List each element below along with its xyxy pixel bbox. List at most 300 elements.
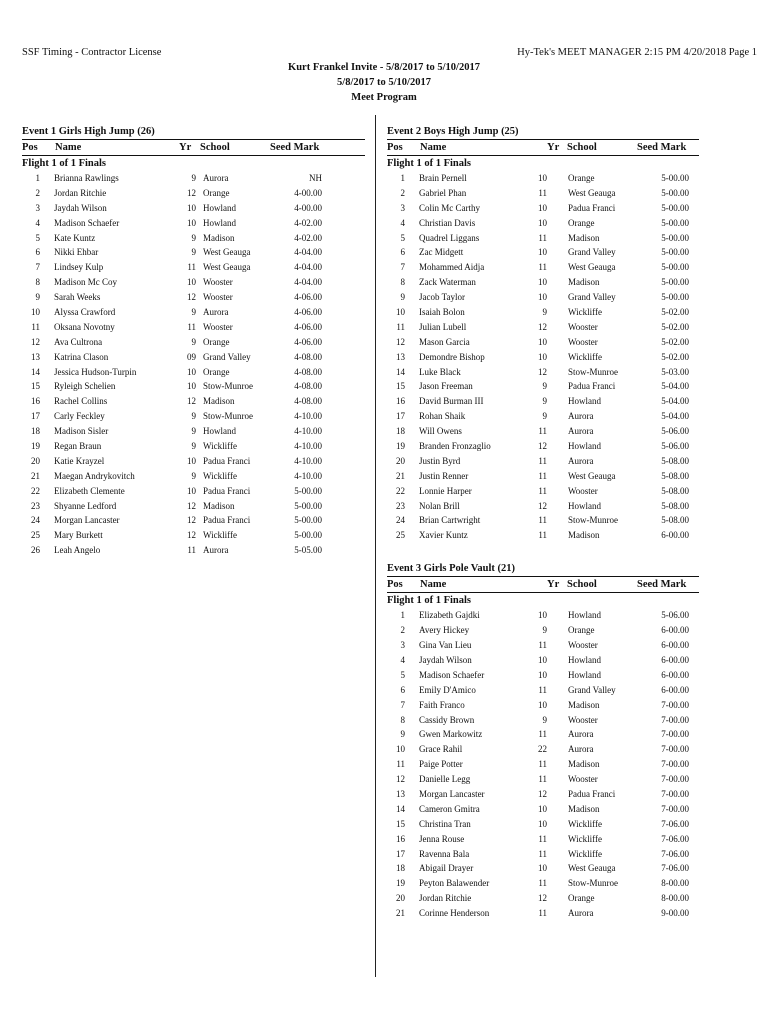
cell-school: Howland: [568, 669, 601, 680]
cell-name: Rohan Shaik: [419, 411, 466, 422]
cell-school: Stow-Munroe: [568, 515, 618, 526]
table-row: [387, 623, 699, 638]
cell-name: David Burman III: [419, 396, 484, 407]
cell-name: Xavier Kuntz: [419, 530, 468, 541]
cell-seed-mark: 5-02.00: [661, 321, 689, 332]
table-row: [387, 320, 699, 335]
cell-seed-mark: 7-06.00: [661, 848, 689, 859]
cell-yr: 11: [538, 426, 547, 437]
cell-pos: 16: [396, 396, 405, 407]
cell-school: Aurora: [203, 307, 229, 318]
cell-pos: 8: [400, 714, 405, 725]
cell-yr: 10: [538, 277, 547, 288]
cell-name: Jenna Rouse: [419, 833, 465, 844]
cell-name: Katrina Clason: [54, 351, 109, 362]
column-header-yr: Yr: [547, 579, 560, 591]
cell-name: Julian Lubell: [419, 321, 467, 332]
column-header-name: Name: [55, 142, 82, 153]
cell-yr: 10: [187, 366, 196, 377]
cell-seed-mark: 5-00.00: [294, 515, 322, 526]
cell-name: Zac Midgett: [419, 247, 464, 258]
cell-school: Grand Valley: [568, 292, 616, 303]
cell-seed-mark: 5-00.00: [661, 262, 689, 273]
cell-school: Wooster: [203, 277, 233, 288]
table-row: [387, 891, 699, 906]
cell-school: Wooster: [568, 774, 598, 785]
cell-name: Ava Cultrona: [54, 336, 103, 347]
cell-pos: 19: [396, 878, 405, 889]
table-row: [22, 290, 365, 305]
cell-pos: 8: [35, 277, 40, 288]
cell-name: Cameron Gmitra: [419, 803, 480, 814]
cell-school: Grand Valley: [568, 684, 616, 695]
table-row: [22, 171, 365, 186]
table-row: [22, 454, 365, 469]
cell-pos: 26: [31, 545, 40, 556]
cell-seed-mark: 7-00.00: [661, 744, 689, 755]
cell-pos: 14: [396, 366, 405, 377]
table-row: [387, 906, 699, 921]
table-row: [387, 439, 699, 454]
cell-pos: 10: [396, 744, 405, 755]
cell-yr: 9: [542, 714, 547, 725]
table-row: [387, 757, 699, 772]
cell-yr: 09: [187, 351, 196, 362]
cell-seed-mark: 5-08.00: [661, 470, 689, 481]
event-title: Event 1 Girls High Jump (26): [22, 126, 155, 137]
cell-seed-mark: 5-08.00: [661, 515, 689, 526]
cell-name: Gwen Markowitz: [419, 729, 483, 740]
cell-pos: 17: [31, 411, 40, 422]
cell-school: Madison: [568, 803, 600, 814]
cell-name: Grace Rahil: [419, 744, 463, 755]
cell-school: Aurora: [568, 729, 594, 740]
cell-yr: 12: [187, 500, 196, 511]
cell-yr: 10: [538, 351, 547, 362]
cell-name: Nikki Ehbar: [54, 247, 99, 258]
cell-pos: 7: [400, 262, 405, 273]
cell-pos: 22: [31, 485, 40, 496]
cell-pos: 13: [396, 351, 405, 362]
table-row: [387, 727, 699, 742]
cell-yr: 10: [538, 803, 547, 814]
cell-yr: 12: [187, 187, 196, 198]
cell-pos: 2: [400, 187, 405, 198]
cell-school: Wooster: [568, 714, 598, 725]
cell-pos: 23: [396, 500, 405, 511]
cell-school: Padua Franci: [568, 788, 616, 799]
table-row: [22, 379, 365, 394]
meet-title: Kurt Frankel Invite - 5/8/2017 to 5/10/2017: [288, 62, 480, 73]
cell-school: West Geauga: [203, 247, 251, 258]
cell-seed-mark: 6-00.00: [661, 640, 689, 651]
table-row: [387, 186, 699, 201]
cell-yr: 11: [187, 262, 196, 273]
column-divider: [375, 115, 376, 977]
cell-pos: 9: [400, 292, 405, 303]
cell-yr: 10: [538, 654, 547, 665]
cell-name: Avery Hickey: [419, 625, 470, 636]
cell-seed-mark: 4-06.00: [294, 292, 322, 303]
cell-seed-mark: 5-08.00: [661, 455, 689, 466]
table-row: [387, 275, 699, 290]
table-row: [387, 245, 699, 260]
cell-name: Shyanne Ledford: [54, 500, 117, 511]
cell-yr: 12: [187, 530, 196, 541]
table-row: [387, 832, 699, 847]
column-header-pos: Pos: [387, 579, 403, 591]
cell-name: Rachel Collins: [54, 396, 108, 407]
table-row: [22, 260, 365, 275]
cell-seed-mark: 6-00.00: [661, 669, 689, 680]
cell-pos: 9: [400, 729, 405, 740]
cell-name: Peyton Balawender: [419, 878, 490, 889]
cell-name: Leah Angelo: [54, 545, 101, 556]
table-row: [22, 305, 365, 320]
cell-pos: 1: [35, 173, 40, 183]
cell-name: Will Owens: [419, 426, 462, 437]
cell-pos: 4: [400, 217, 405, 228]
cell-seed-mark: 5-08.00: [661, 500, 689, 511]
cell-seed-mark: 4-02.00: [294, 217, 322, 228]
cell-yr: 12: [538, 366, 547, 377]
cell-name: Emily D'Amico: [419, 684, 476, 695]
cell-yr: 10: [538, 247, 547, 258]
table-row: [22, 469, 365, 484]
table-row: [387, 394, 699, 409]
cell-yr: 9: [191, 307, 196, 318]
cell-pos: 18: [396, 426, 405, 437]
cell-name: Morgan Lancaster: [419, 788, 485, 799]
column-header-school: School: [567, 142, 597, 153]
cell-school: Stow-Munroe: [568, 366, 618, 377]
cell-seed-mark: 5-00.00: [661, 247, 689, 258]
cell-name: Madison Schaefer: [54, 217, 120, 228]
cell-name: Jordan Ritchie: [419, 893, 472, 904]
cell-name: Brianna Rawlings: [54, 173, 119, 183]
column-header-school: School: [567, 579, 597, 591]
cell-yr: 11: [538, 684, 547, 695]
table-row: [387, 365, 699, 380]
cell-yr: 12: [187, 292, 196, 303]
cell-yr: 10: [538, 202, 547, 213]
cell-yr: 10: [187, 217, 196, 228]
cell-name: Mary Burkett: [54, 530, 103, 541]
cell-yr: 10: [187, 381, 196, 392]
cell-seed-mark: 4-10.00: [294, 455, 322, 466]
cell-name: Branden Fronzaglio: [419, 441, 491, 452]
cell-school: West Geauga: [568, 187, 616, 198]
cell-pos: 20: [396, 455, 405, 466]
cell-school: Aurora: [568, 744, 594, 755]
cell-pos: 11: [396, 759, 405, 770]
cell-school: Stow-Munroe: [203, 411, 253, 422]
cell-seed-mark: 6-00.00: [661, 654, 689, 665]
cell-yr: 9: [191, 173, 196, 183]
table-row: [387, 469, 699, 484]
cell-name: Quadrel Liggans: [419, 232, 480, 243]
cell-school: Madison: [568, 232, 600, 243]
table-row: [387, 668, 699, 683]
cell-seed-mark: 8-00.00: [661, 878, 689, 889]
table-row: [22, 216, 365, 231]
cell-pos: 4: [400, 654, 405, 665]
cell-name: Lonnie Harper: [419, 485, 472, 496]
table-row: [387, 638, 699, 653]
cell-name: Christina Tran: [419, 818, 471, 829]
cell-name: Luke Black: [419, 366, 461, 377]
table-row: [387, 513, 699, 528]
cell-name: Nolan Brill: [419, 500, 460, 511]
cell-pos: 19: [31, 441, 40, 452]
table-row: [22, 231, 365, 246]
cell-pos: 15: [396, 818, 405, 829]
cell-yr: 11: [187, 545, 196, 556]
cell-seed-mark: 4-02.00: [294, 232, 322, 243]
cell-pos: 7: [400, 699, 405, 710]
table-row: [22, 335, 365, 350]
cell-seed-mark: 7-00.00: [661, 788, 689, 799]
cell-yr: 9: [191, 470, 196, 481]
cell-school: Howland: [203, 426, 236, 437]
cell-name: Brain Pernell: [419, 173, 467, 183]
cell-name: Elizabeth Clemente: [54, 485, 125, 496]
cell-pos: 7: [35, 262, 40, 273]
cell-seed-mark: 6-00.00: [661, 530, 689, 541]
cell-pos: 21: [396, 470, 405, 481]
cell-yr: 10: [187, 455, 196, 466]
cell-pos: 6: [400, 684, 405, 695]
meet-program-label: Meet Program: [351, 92, 417, 103]
table-row: [387, 861, 699, 876]
cell-seed-mark: NH: [309, 173, 322, 183]
cell-name: Abigail Drayer: [419, 863, 474, 874]
cell-school: Aurora: [568, 411, 594, 422]
cell-yr: 11: [538, 848, 547, 859]
cell-pos: 16: [31, 396, 40, 407]
cell-seed-mark: 4-06.00: [294, 321, 322, 332]
cell-school: Aurora: [568, 908, 594, 919]
cell-school: Wooster: [568, 485, 598, 496]
right-column: [387, 120, 699, 921]
cell-yr: 10: [538, 610, 547, 621]
table-row: [22, 186, 365, 201]
cell-name: Lindsey Kulp: [54, 262, 104, 273]
cell-yr: 11: [538, 262, 547, 273]
column-header-school: School: [200, 142, 230, 153]
table-row: [22, 513, 365, 528]
cell-name: Mason Garcia: [419, 336, 470, 347]
cell-school: Howland: [203, 217, 236, 228]
table-row: [387, 424, 699, 439]
cell-pos: 20: [31, 455, 40, 466]
cell-school: Howland: [568, 610, 601, 621]
cell-school: Madison: [203, 500, 235, 511]
cell-pos: 14: [396, 803, 405, 814]
cell-seed-mark: 5-02.00: [661, 336, 689, 347]
table-row: [387, 379, 699, 394]
cell-name: Zack Waterman: [419, 277, 476, 288]
cell-seed-mark: 4-04.00: [294, 277, 322, 288]
cell-pos: 6: [400, 247, 405, 258]
cell-name: Gabriel Phan: [419, 187, 467, 198]
cell-name: Mohammed Aidja: [419, 262, 485, 273]
cell-name: Madison Mc Coy: [54, 277, 117, 288]
column-header-name: Name: [420, 579, 447, 591]
cell-yr: 10: [187, 485, 196, 496]
cell-seed-mark: 5-00.00: [661, 277, 689, 288]
cell-name: Regan Braun: [54, 441, 102, 452]
column-header-yr: Yr: [179, 142, 192, 153]
cell-yr: 11: [538, 759, 547, 770]
cell-yr: 10: [538, 818, 547, 829]
cell-yr: 10: [187, 202, 196, 213]
cell-pos: 12: [31, 336, 40, 347]
table-row: [387, 484, 699, 499]
cell-seed-mark: 4-06.00: [294, 336, 322, 347]
cell-seed-mark: 5-04.00: [661, 396, 689, 407]
cell-name: Jaydah Wilson: [419, 654, 472, 665]
cell-seed-mark: 5-00.00: [661, 173, 689, 183]
cell-pos: 3: [35, 202, 40, 213]
cell-yr: 12: [538, 893, 547, 904]
cell-school: Madison: [568, 699, 600, 710]
cell-name: Paige Potter: [419, 759, 463, 770]
cell-pos: 5: [400, 232, 405, 243]
cell-pos: 10: [396, 307, 405, 318]
table-row: [387, 305, 699, 320]
table-row: [387, 608, 699, 623]
cell-yr: 11: [538, 833, 547, 844]
cell-yr: 11: [538, 774, 547, 785]
cell-yr: 12: [538, 321, 547, 332]
cell-school: Howland: [568, 441, 601, 452]
cell-name: Justin Renner: [419, 470, 469, 481]
cell-yr: 9: [542, 411, 547, 422]
cell-pos: 23: [31, 500, 40, 511]
cell-school: Orange: [203, 336, 230, 347]
flight-label: Flight 1 of 1 Finals: [22, 158, 107, 169]
cell-pos: 5: [35, 232, 40, 243]
cell-pos: 25: [396, 530, 405, 541]
cell-school: Stow-Munroe: [568, 878, 618, 889]
cell-yr: 11: [538, 729, 547, 740]
cell-name: Jessica Hudson-Turpin: [54, 366, 137, 377]
cell-pos: 14: [31, 366, 40, 377]
cell-seed-mark: 5-00.00: [661, 187, 689, 198]
cell-seed-mark: 5-02.00: [661, 351, 689, 362]
cell-pos: 3: [400, 202, 405, 213]
cell-name: Elizabeth Gajdki: [419, 610, 480, 621]
cell-name: Cassidy Brown: [419, 714, 475, 725]
table-row: [22, 320, 365, 335]
table-row: [387, 847, 699, 862]
column-header-pos: Pos: [387, 142, 403, 153]
cell-yr: 10: [538, 336, 547, 347]
cell-yr: 12: [538, 441, 547, 452]
cell-school: Grand Valley: [568, 247, 616, 258]
cell-school: Padua Franci: [203, 485, 251, 496]
cell-yr: 9: [542, 307, 547, 318]
cell-yr: 11: [538, 530, 547, 541]
cell-school: Wickliffe: [568, 848, 602, 859]
cell-yr: 12: [187, 515, 196, 526]
cell-school: Padua Franci: [203, 515, 251, 526]
cell-seed-mark: 6-00.00: [661, 625, 689, 636]
event-title: Event 2 Boys High Jump (25): [387, 126, 519, 137]
table-row: [387, 335, 699, 350]
column-header-mark: Seed Mark: [637, 142, 687, 153]
table-row: [387, 817, 699, 832]
cell-school: Aurora: [568, 455, 594, 466]
column-header: [387, 576, 699, 593]
table-row: [22, 409, 365, 424]
cell-name: Isaiah Bolon: [419, 307, 465, 318]
cell-pos: 25: [31, 530, 40, 541]
table-row: [387, 231, 699, 246]
cell-yr: 10: [538, 292, 547, 303]
cell-yr: 11: [187, 321, 196, 332]
table-row: [387, 290, 699, 305]
cell-yr: 9: [191, 336, 196, 347]
column-header-mark: Seed Mark: [270, 142, 320, 153]
cell-school: Padua Franci: [568, 202, 616, 213]
cell-name: Danielle Legg: [419, 774, 471, 785]
cell-name: Sarah Weeks: [54, 292, 101, 303]
cell-school: Orange: [568, 173, 595, 183]
cell-seed-mark: 5-04.00: [661, 411, 689, 422]
cell-seed-mark: 5-00.00: [661, 202, 689, 213]
cell-seed-mark: 4-08.00: [294, 396, 322, 407]
column-header: [22, 139, 365, 156]
cell-yr: 10: [538, 863, 547, 874]
column-header: [387, 139, 699, 156]
table-row: [22, 350, 365, 365]
cell-pos: 1: [400, 173, 405, 183]
cell-yr: 9: [542, 625, 547, 636]
cell-school: Orange: [203, 366, 230, 377]
cell-pos: 13: [396, 788, 405, 799]
cell-pos: 5: [400, 669, 405, 680]
cell-school: Aurora: [568, 426, 594, 437]
cell-name: Christian Davis: [419, 217, 476, 228]
cell-pos: 17: [396, 848, 405, 859]
cell-name: Gina Van Lieu: [419, 640, 472, 651]
table-row: [387, 698, 699, 713]
cell-school: Wooster: [568, 640, 598, 651]
cell-seed-mark: 4-10.00: [294, 441, 322, 452]
cell-name: Faith Franco: [419, 699, 465, 710]
cell-name: Jason Freeman: [419, 381, 473, 392]
cell-pos: 22: [396, 485, 405, 496]
table-row: [387, 499, 699, 514]
cell-school: Aurora: [203, 545, 229, 556]
cell-seed-mark: 7-00.00: [661, 699, 689, 710]
cell-seed-mark: 5-00.00: [661, 217, 689, 228]
cell-seed-mark: 5-06.00: [661, 610, 689, 621]
cell-yr: 11: [538, 232, 547, 243]
cell-yr: 11: [538, 878, 547, 889]
cell-school: Aurora: [203, 173, 229, 183]
cell-school: Howland: [568, 396, 601, 407]
cell-yr: 9: [191, 426, 196, 437]
column-header-pos: Pos: [22, 142, 38, 153]
table-row: [22, 543, 365, 558]
header-meet-manager: Hy-Tek's MEET MANAGER 2:15 PM 4/20/2018 Page 1: [517, 47, 757, 58]
cell-name: Ravenna Bala: [419, 848, 470, 859]
cell-yr: 10: [187, 277, 196, 288]
table-row: [387, 787, 699, 802]
